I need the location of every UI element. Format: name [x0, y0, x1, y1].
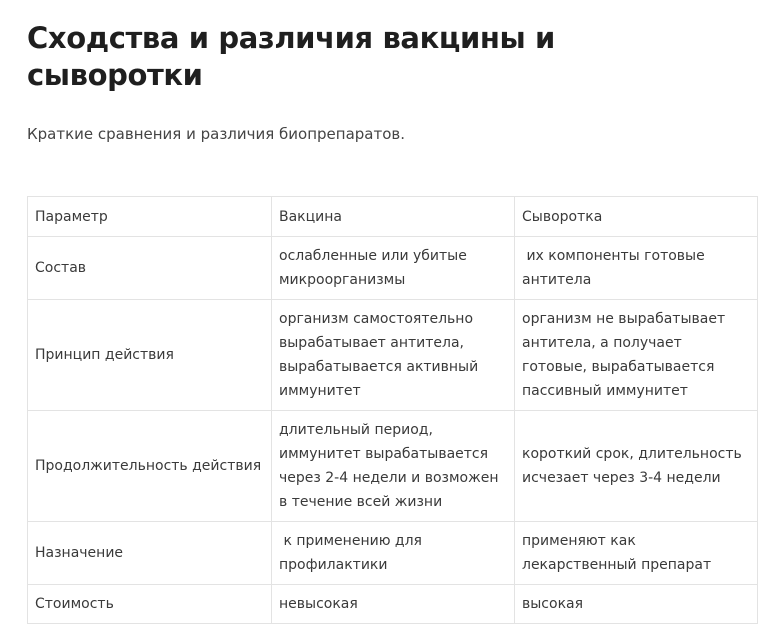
vaccine-cell: длительный период, иммунитет вырабатывается через 2-4 недели и возможен в течение всей жизни	[272, 411, 515, 522]
parameter-cell: Назначение	[28, 522, 272, 585]
table-row	[28, 237, 758, 300]
table-row	[28, 522, 758, 585]
serum-cell: их компоненты готовые антитела	[515, 237, 758, 300]
serum-cell: применяют как лекарственный препарат	[515, 522, 758, 585]
vaccine-cell: к применению для профилактики	[272, 522, 515, 585]
vaccine-cell: ослабленные или убитые микроорганизмы	[272, 237, 515, 300]
page-title: Сходства и различия вакцины и сыворотки	[27, 21, 555, 92]
header-cell-vaccine: Вакцина	[272, 197, 515, 237]
page-subtitle: Краткие сравнения и различия биопрепаратов.	[27, 125, 406, 143]
comparison-table	[27, 196, 758, 624]
header-cell-parameter: Параметр	[28, 197, 272, 237]
parameter-cell: Стоимость	[28, 585, 272, 624]
serum-cell: короткий срок, длительность исчезает через 3-4 недели	[515, 411, 758, 522]
serum-cell: высокая	[515, 585, 758, 624]
vaccine-cell: организм самостоятельно вырабатывает антитела, вырабатывается активный иммунитет	[272, 300, 515, 411]
table-row	[28, 300, 758, 411]
parameter-cell: Состав	[28, 237, 272, 300]
table-row	[28, 585, 758, 624]
parameter-cell: Принцип действия	[28, 300, 272, 411]
vaccine-cell: невысокая	[272, 585, 515, 624]
parameter-cell: Продолжительность действия	[28, 411, 272, 522]
header-cell-serum: Сыворотка	[515, 197, 758, 237]
table-header-row	[28, 197, 758, 237]
table-row	[28, 411, 758, 522]
serum-cell: организм не вырабатывает антитела, а получает готовые, вырабатывается пассивный иммунитет	[515, 300, 758, 411]
